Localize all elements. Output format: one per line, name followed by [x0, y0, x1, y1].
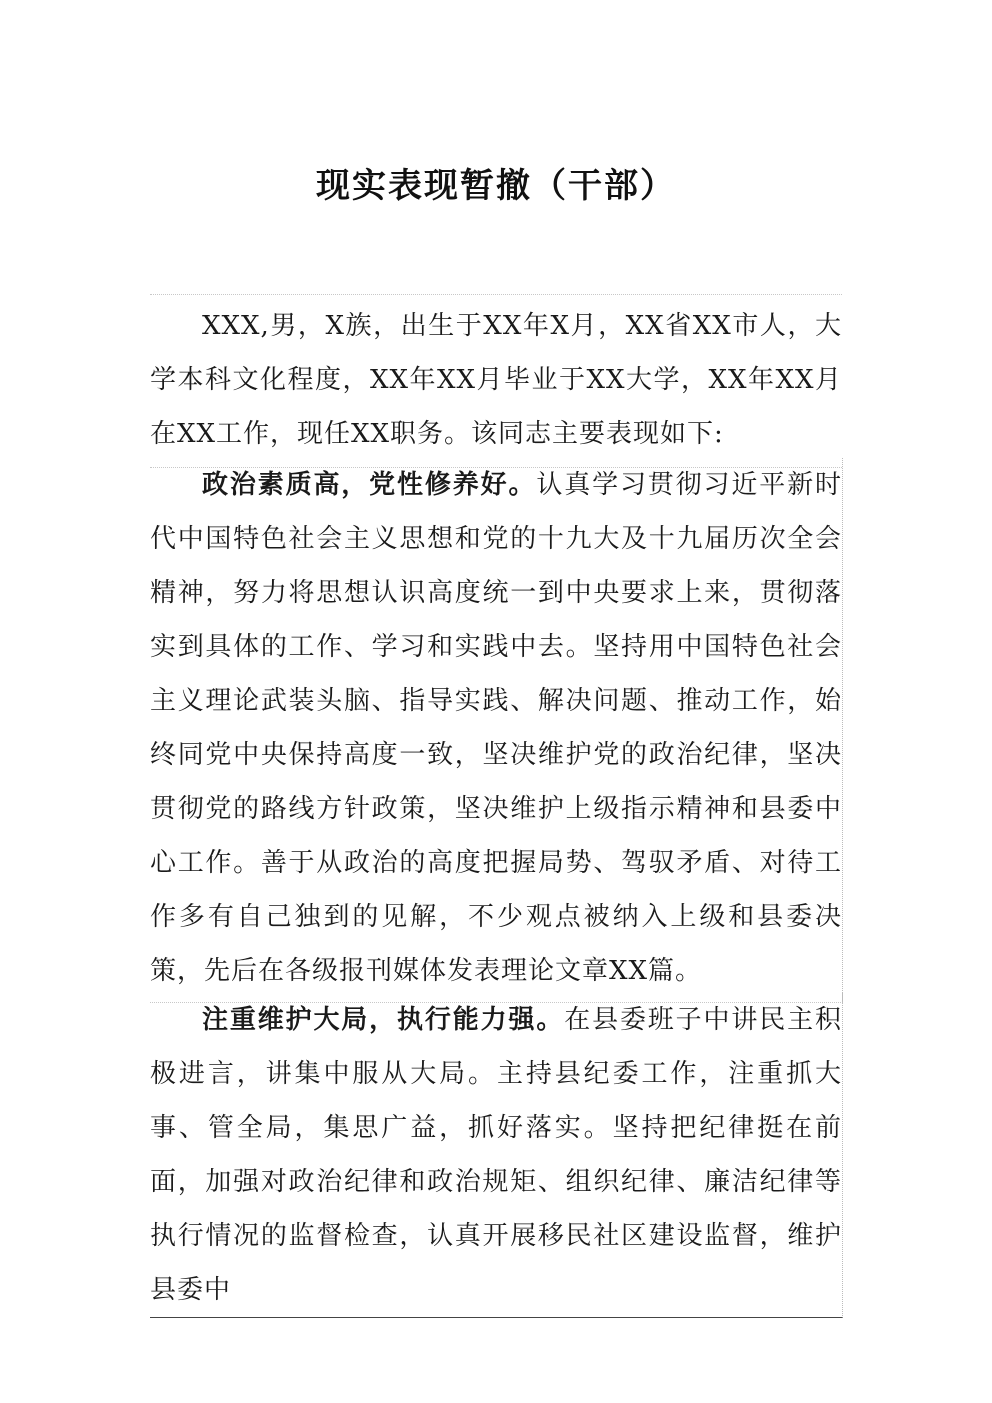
- section-lead: 注重维护大局，执行能力强。: [202, 1005, 565, 1035]
- intro-paragraph: XXX,男，X族，出生于XX年X月，XX省XX市人，大学本科文化程度，XX年XX月毕业于XX大学，XX年XX月在XX工作，现任XX职务。该同志主要表现如下:: [150, 311, 842, 449]
- section-political-quality: [150, 458, 843, 1003]
- section-text: 认真学习贯彻习近平新时代中国特色社会主义思想和党的十九大及十九届历次全会精神，努力将思想认识高度统一到中央要求上来，贯彻落实到具体的工作、学习和实践中去。坚持用中国特色社会主义理论武装头脑、指导实践、解决问题、推动工作，始终同党中央保持高度一致，坚决维护党的政治纪律，坚决贯彻党的路线方针政策，坚决维护上级指示精神和县委中心工作。善于从政治的高度把握局势、驾驭矛盾、对待工作多有自己独到的见解，不少观点被纳入上级和县委决策，先后在各级报刊媒体发表理论文章XX篇。: [150, 470, 842, 986]
- section-overall-situation: [150, 993, 843, 1318]
- document-title: 现实表现暂撤（干部）: [316, 166, 676, 206]
- section-lead: 政治素质高，党性修养好。: [202, 470, 537, 500]
- section-text: 在县委班子中讲民主积极进言，讲集中服从大局。主持县纪委工作，注重抓大事、管全局，集思广益，抓好落实。坚持把纪律挺在前面，加强对政治纪律和政治规矩、组织纪律、廉洁纪律等执行情况的监督检查，认真开展移民社区建设监督，维护县委中: [150, 1005, 842, 1305]
- section-paragraph: [150, 993, 842, 1317]
- section-paragraph: [150, 458, 842, 1002]
- intro-block: [150, 294, 842, 468]
